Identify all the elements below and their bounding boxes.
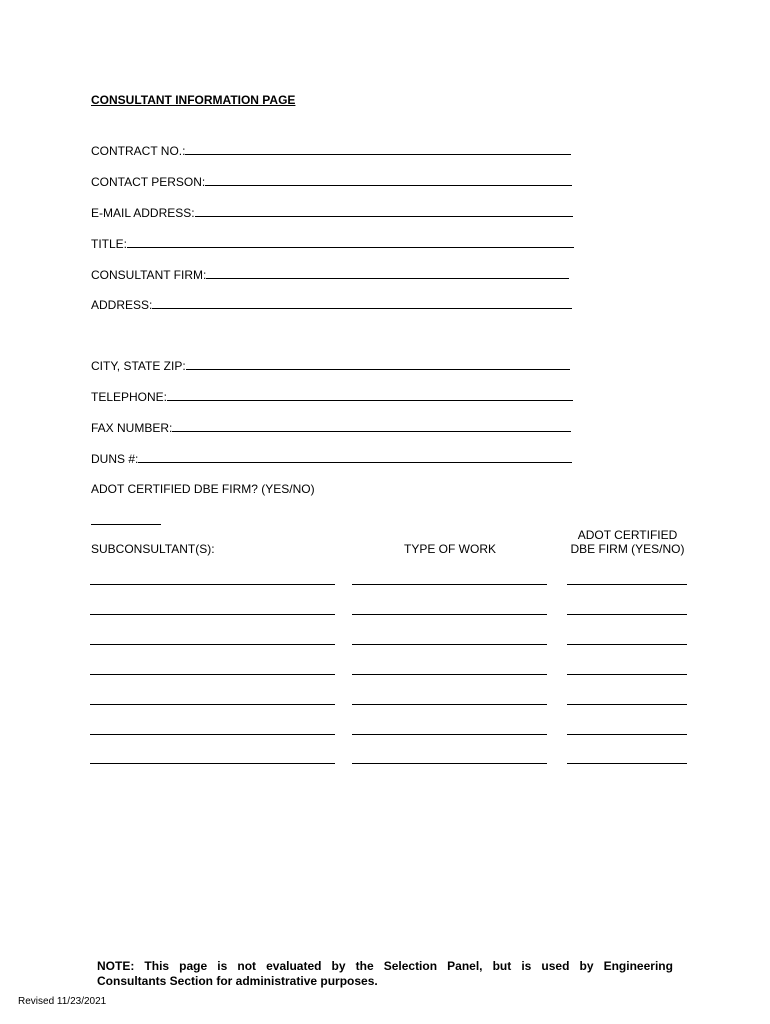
consultant-firm-field[interactable]: [91, 267, 569, 283]
title-blank[interactable]: [127, 236, 574, 248]
note-line2: Consultants Section for administrative purposes.: [97, 974, 378, 988]
note-word: but: [492, 959, 512, 973]
revised-date: Revised 11/23/2021: [18, 996, 107, 1007]
note-word: page: [179, 959, 208, 973]
note: [97, 959, 673, 989]
dbe-firm-header-line1: ADOT CERTIFIED: [577, 528, 678, 542]
subconsultant-name-line[interactable]: [90, 614, 335, 615]
duns-blank[interactable]: [138, 451, 572, 463]
contract-no-blank[interactable]: [185, 143, 571, 155]
fax-number-blank[interactable]: [172, 420, 571, 432]
subconsultants-header: SUBCONSULTANT(S):: [91, 542, 215, 556]
subconsultant-name-line[interactable]: [90, 763, 335, 764]
type-of-work-line[interactable]: [352, 674, 547, 675]
dbe-firm-line[interactable]: [567, 734, 687, 735]
contract-no-field[interactable]: [91, 143, 571, 159]
dbe-firm-line[interactable]: [567, 674, 687, 675]
fax-number-field[interactable]: [91, 420, 571, 436]
subconsultant-name-line[interactable]: [90, 644, 335, 645]
type-of-work-line[interactable]: [352, 584, 547, 585]
dbe-firm-line[interactable]: [567, 704, 687, 705]
note-word: by: [331, 959, 346, 973]
email-address-field[interactable]: [91, 205, 573, 221]
contact-person-blank[interactable]: [205, 174, 572, 186]
field-label: TITLE:: [91, 237, 128, 251]
contact-person-field[interactable]: [91, 174, 572, 190]
type-of-work-line[interactable]: [352, 704, 547, 705]
subconsultant-name-line[interactable]: [90, 584, 335, 585]
note-word: Engineering: [603, 959, 673, 973]
type-of-work-line[interactable]: [352, 734, 547, 735]
note-word: Selection: [383, 959, 438, 973]
type-of-work-line[interactable]: [352, 644, 547, 645]
type-of-work-line[interactable]: [352, 763, 547, 764]
field-label: CONTACT PERSON:: [91, 175, 206, 189]
field-label: FAX NUMBER:: [91, 421, 173, 435]
dbe-firm-line[interactable]: [567, 584, 687, 585]
dbe-firm-line[interactable]: [567, 644, 687, 645]
dbe-firm-header-line2: DBE FIRM (YES/NO): [570, 542, 685, 556]
note-word: not: [237, 959, 257, 973]
note-word: evaluated: [266, 959, 322, 973]
subconsultant-name-line[interactable]: [90, 734, 335, 735]
note-word: is: [521, 959, 532, 973]
note-word: NOTE:: [97, 959, 135, 973]
address-field[interactable]: [91, 297, 572, 313]
note-word: is: [217, 959, 228, 973]
consultant-firm-blank[interactable]: [206, 267, 569, 279]
note-word: used: [541, 959, 570, 973]
note-word: the: [355, 959, 374, 973]
note-line1: [97, 959, 673, 974]
city-state-zip-blank[interactable]: [186, 358, 570, 370]
field-label: TELEPHONE:: [91, 390, 168, 404]
dbe-firm-line[interactable]: [567, 763, 687, 764]
dbe-question: ADOT CERTIFIED DBE FIRM? (YES/NO): [91, 482, 315, 496]
type-of-work-line[interactable]: [352, 614, 547, 615]
type-of-work-header: TYPE OF WORK: [404, 542, 497, 556]
address-blank[interactable]: [152, 297, 572, 309]
field-label: E-MAIL ADDRESS:: [91, 206, 195, 220]
dbe-firm-header: [560, 528, 695, 556]
dbe-firm-line[interactable]: [567, 614, 687, 615]
field-label: CONTRACT NO.:: [91, 144, 186, 158]
email-address-blank[interactable]: [195, 205, 573, 217]
city-state-zip-field[interactable]: [91, 358, 570, 374]
field-label: CITY, STATE ZIP:: [91, 359, 186, 373]
note-word: This: [144, 959, 170, 973]
telephone-field[interactable]: [91, 389, 573, 405]
telephone-blank[interactable]: [167, 389, 573, 401]
dbe-answer-blank[interactable]: [91, 524, 161, 525]
note-word: Panel,: [447, 959, 483, 973]
subconsultant-name-line[interactable]: [90, 674, 335, 675]
field-label: CONSULTANT FIRM:: [91, 268, 207, 282]
field-label: DUNS #:: [91, 452, 139, 466]
page-title: CONSULTANT INFORMATION PAGE: [91, 93, 296, 107]
subconsultant-name-line[interactable]: [90, 704, 335, 705]
note-word: by: [579, 959, 594, 973]
duns-field[interactable]: [91, 451, 572, 467]
field-label: ADDRESS:: [91, 298, 153, 312]
title-field[interactable]: [91, 236, 574, 252]
